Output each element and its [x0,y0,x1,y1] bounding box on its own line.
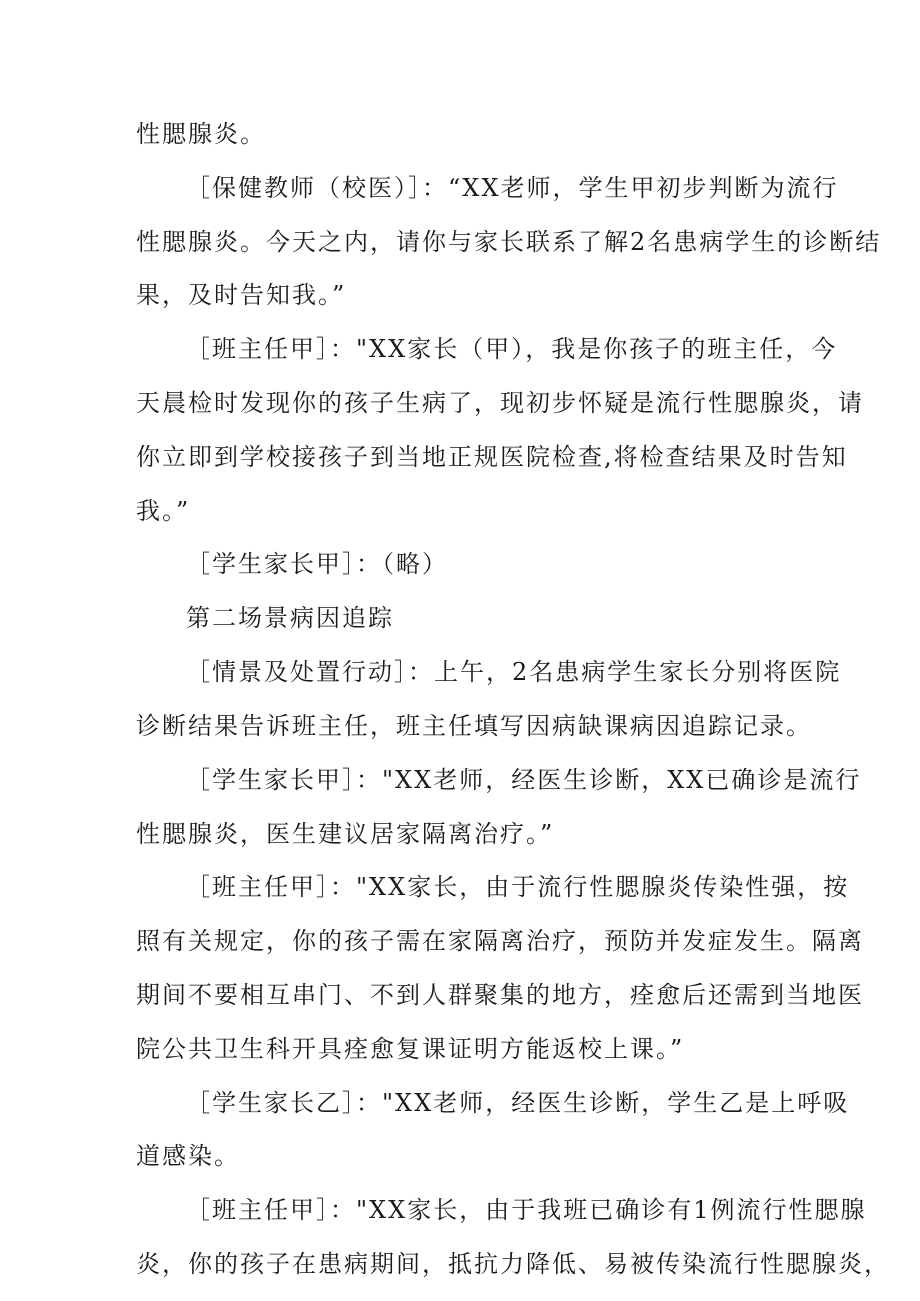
text-line: 性腮腺炎。今天之内，请你与家长联系了解2名患病学生的诊断结 [136,228,882,256]
text-line: ［保健教师（校医）］：“XX老师，学生甲初步判断为流行 [186,174,839,202]
text-line: 诊断结果告诉班主任，班主任填写因病缺课病因追踪记录。 [136,712,812,740]
text-line: ［班主任甲］："XX家长（甲），我是你孩子的班主任，今 [186,335,838,363]
text-line: 性腮腺炎，医生建议居家隔离治疗。” [136,820,555,848]
text-line: ［学生家长乙］："XX老师，经医生诊断，学生乙是上呼吸 [186,1089,850,1117]
text-line: ［学生家长甲］："XX老师，经医生诊断，XX已确诊是流行 [186,766,862,794]
text-line: ［情景及处置行动］：上午，2名患病学生家长分别将医院 [186,658,842,686]
text-line: 果，及时告知我。” [136,281,347,309]
text-line: 性腮腺炎。 [136,120,266,148]
text-line: 期间不要相互串门、不到人群聚集的地方，痊愈后还需到当地医 [136,981,864,1009]
text-line: ［学生家长甲］：（略） [186,550,448,578]
text-line: ［班主任甲］："XX家长，由于我班已确诊有1例流行性腮腺 [186,1196,867,1224]
text-line: 你立即到学校接孩子到当地正规医院检查,将检查结果及时告知 [136,443,848,471]
text-line: 炎，你的孩子在患病期间，抵抗力降低、易被传染流行性腮腺炎， [136,1250,890,1278]
section-heading: 第二场景病因追踪 [186,604,394,632]
text-line: 我。” [136,497,191,525]
text-line: 道感染。 [136,1142,240,1170]
text-line: 照有关规定，你的孩子需在家隔离治疗，预防并发症发生。隔离 [136,927,864,955]
text-line: 天晨检时发现你的孩子生病了，现初步怀疑是流行性腮腺炎，请 [136,389,864,417]
text-line: ［班主任甲］："XX家长，由于流行性腮腺炎传染性强，按 [186,873,850,901]
text-line: 院公共卫生科开具痊愈复课证明方能返校上课。” [136,1035,685,1063]
